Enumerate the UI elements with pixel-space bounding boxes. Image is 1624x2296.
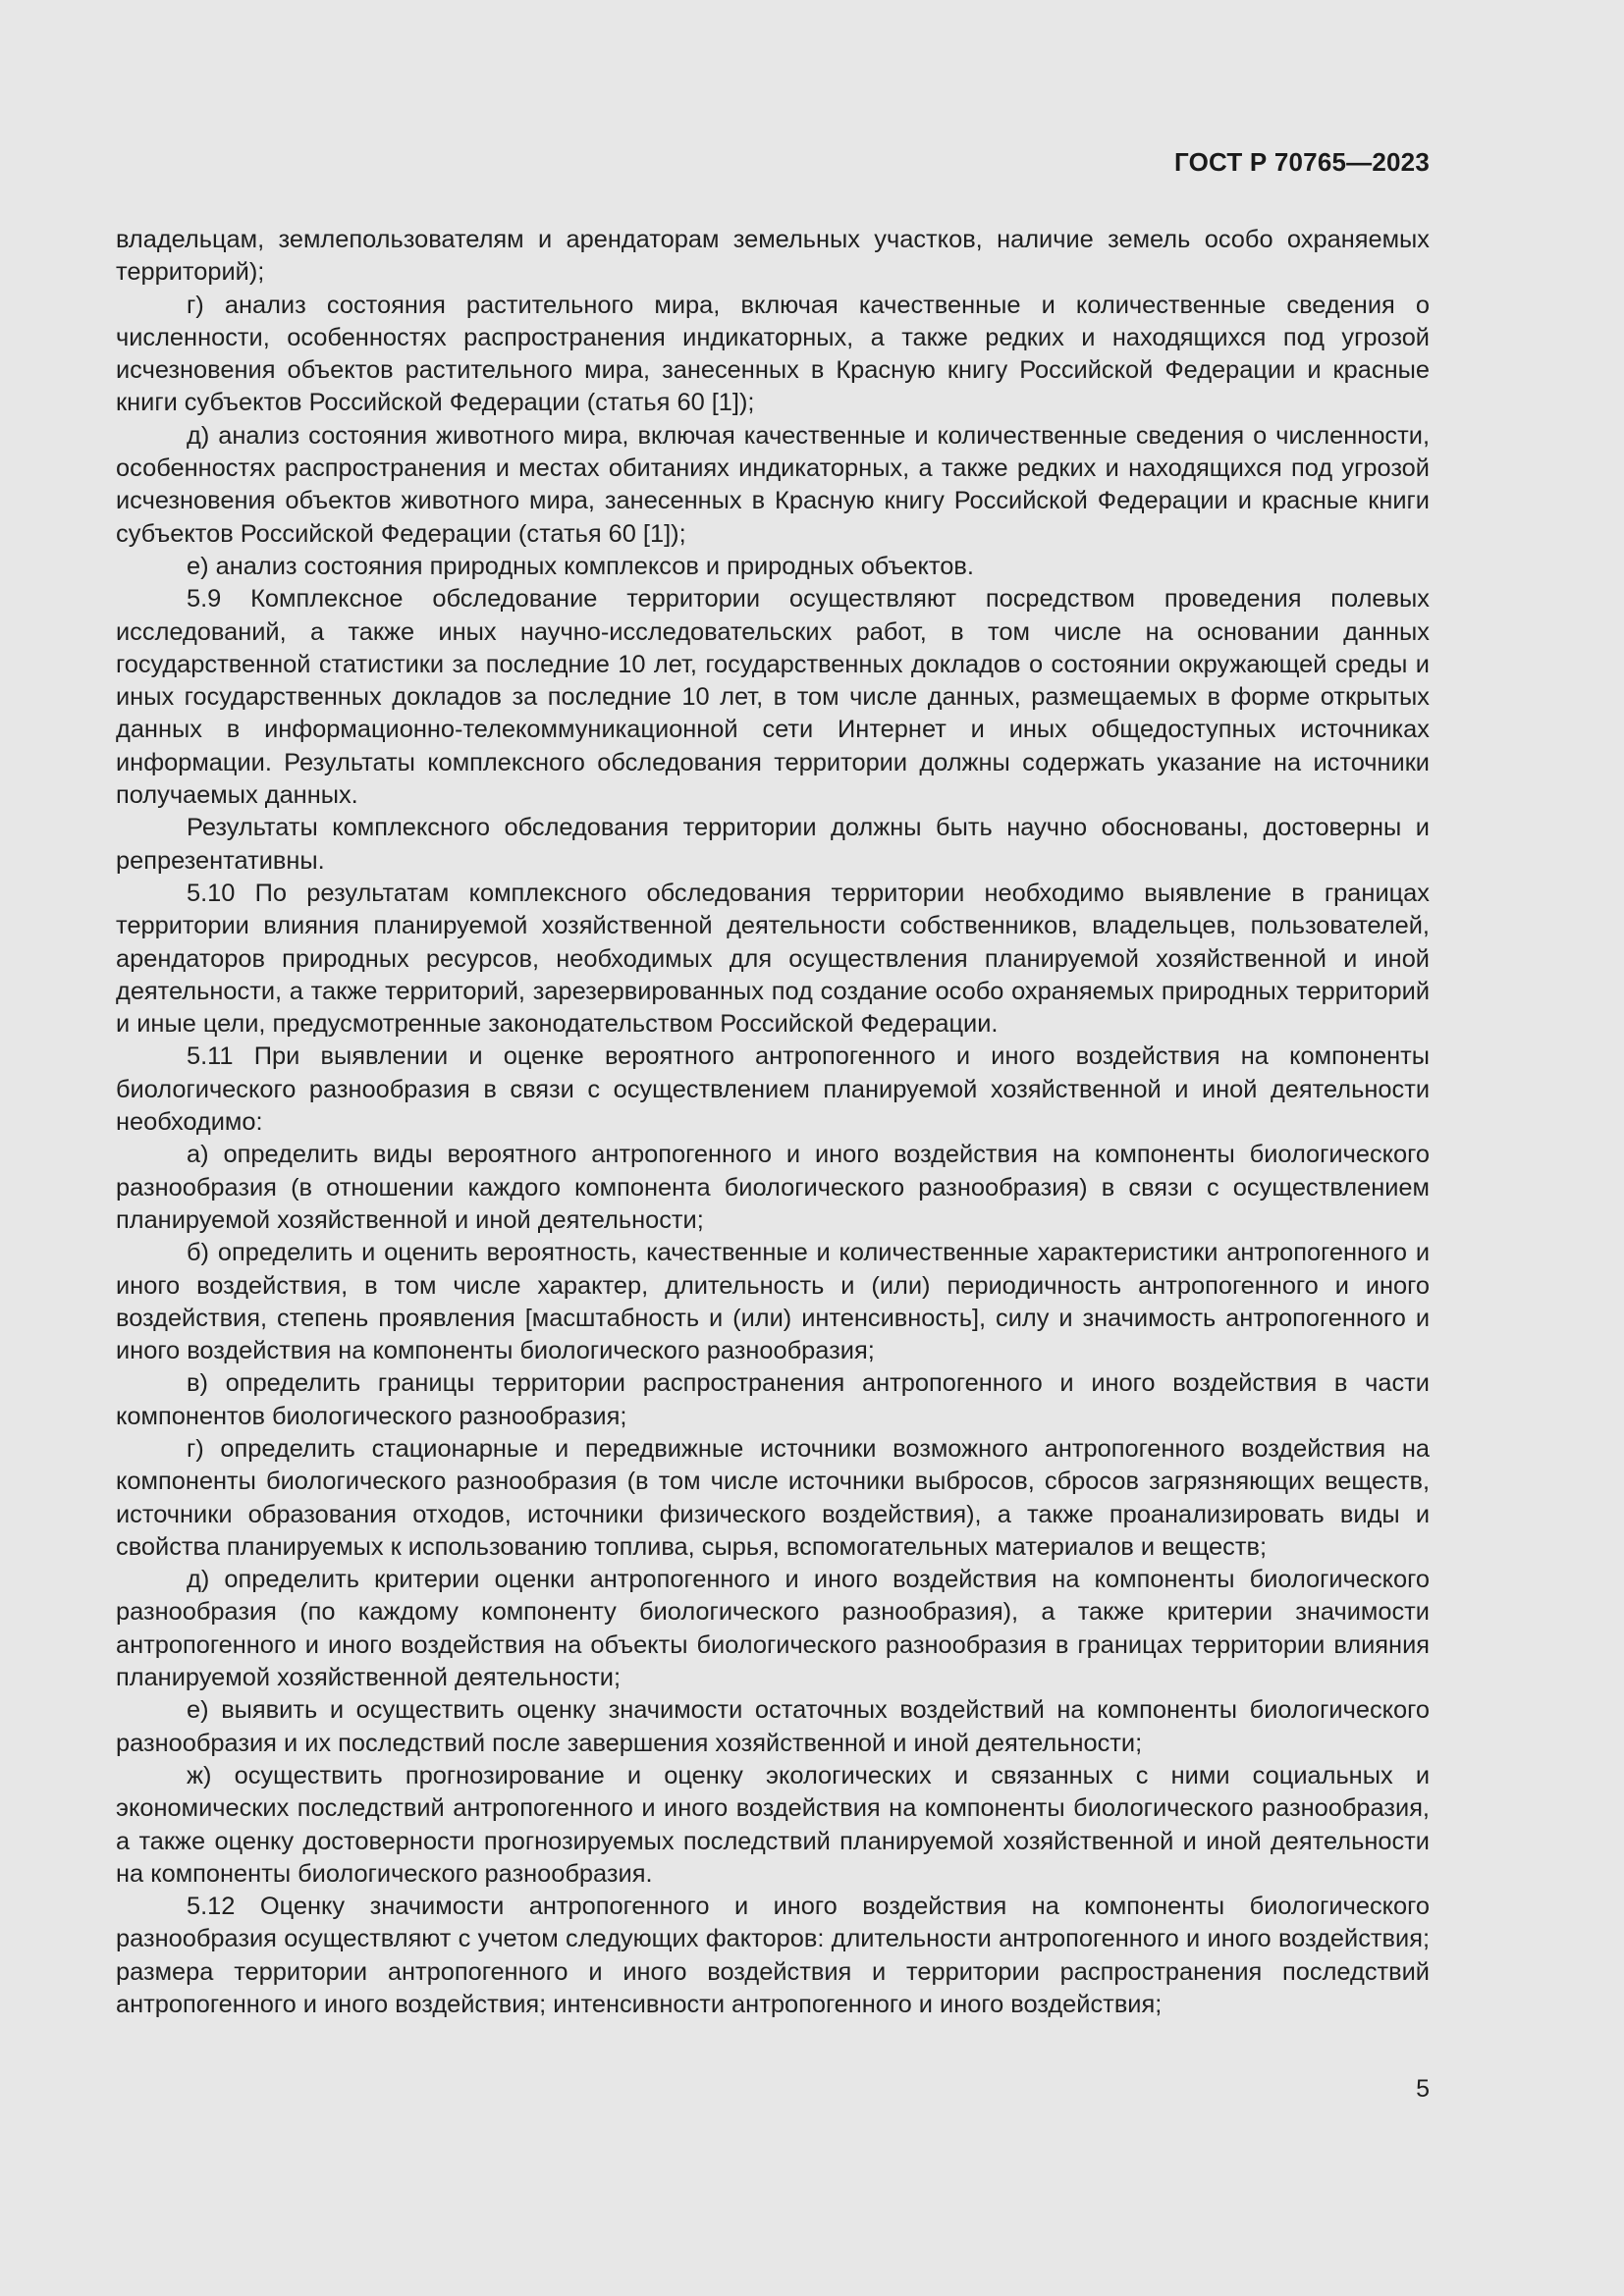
paragraph: а) определить виды вероятного антропогенного и иного воздействия на компоненты биологического разнообразия (в отношении каждого компонента биологического разнообразия) в связи с осуществлением планируемой хозяйственной и иной деятельности; bbox=[116, 1141, 1430, 1234]
paragraph: е) анализ состояния природных комплексов и природных объектов. bbox=[187, 552, 974, 580]
paragraph: е) выявить и осуществить оценку значимости остаточных воздействий на компоненты биологического разнообразия и их последствий после завершения хозяйственной и иной деятельности; bbox=[116, 1696, 1430, 1757]
paragraph: д) анализ состояния животного мира, включая качественные и количественные сведения о численности, особенностях распространения и местах обитаниях индикаторных, а также редких и находящихся под угрозой исчезновения объектов животного мира, занесенных в Красную книгу Российской Федерации и красные книги субъектов Российской Федерации (статья 60 [1]); bbox=[116, 421, 1430, 548]
document-header-id: ГОСТ Р 70765—2023 bbox=[1174, 147, 1430, 177]
paragraph: 5.9 Комплексное обследование территории осуществляют посредством проведения полевых исследований, а также иных научно-исследовательских работ, в том числе на основании данных государственной статистики за последние 10 лет, государственных докладов о состоянии окружающей среды и иных государственных докладов за последние 10 лет, в том числе данных, размещаемых в форме открытых данных в информационно-телекоммуникационной сети Интернет и иных общедоступных источниках информации. Результаты комплексного обследования территории должны содержать указание на источники получаемых данных. bbox=[116, 585, 1430, 810]
paragraph: Результаты комплексного обследования территории должны быть научно обоснованы, достоверны и репрезентативны. bbox=[116, 814, 1430, 875]
paragraph: г) анализ состояния растительного мира, включая качественные и количественные сведения о численности, особенностях распространения индикаторных, а также редких и находящихся под угрозой исчезновения объектов растительного мира, занесенных в Красную книгу Российской Федерации и красные книги субъектов Российской Федерации (статья 60 [1]); bbox=[116, 291, 1430, 417]
paragraph: 5.11 При выявлении и оценке вероятного антропогенного и иного воздействия на компоненты биологического разнообразия в связи с осуществлением планируемой хозяйственной и иной деятельности необходимо: bbox=[116, 1042, 1430, 1137]
paragraph: владельцам, землепользователям и арендаторам земельных участков, наличие земель особо охраняемых территорий); bbox=[116, 226, 1430, 287]
paragraph: ж) осуществить прогнозирование и оценку экологических и связанных с ними социальных и экономических последствий антропогенного и иного воздействия на компоненты биологического разнообразия, а также оценку достоверности прогнозируемых последствий планируемой хозяйственной и иной деятельности на компоненты биологического разнообразия. bbox=[116, 1761, 1430, 1888]
paragraph: г) определить стационарные и передвижные источники возможного антропогенного воздействия на компоненты биологического разнообразия (в том числе источники выбросов, сбросов загрязняющих веществ, источники образования отходов, источники физического воздействия), а также проанализировать виды и свойства планируемых к использованию топлива, сырья, вспомогательных материалов и веществ; bbox=[116, 1434, 1430, 1561]
document-body bbox=[116, 224, 1430, 2021]
page-number: 5 bbox=[1416, 2075, 1430, 2103]
paragraph: д) определить критерии оценки антропогенного и иного воздействия на компоненты биологического разнообразия (по каждому компоненту биологического разнообразия), а также критерии значимости антропогенного и иного воздействия на объекты биологического разнообразия в границах территории влияния планируемой хозяйственной деятельности; bbox=[116, 1566, 1430, 1692]
paragraph: б) определить и оценить вероятность, качественные и количественные характеристики антропогенного и иного воздействия, в том числе характер, длительность и (или) периодичность антропогенного и иного воздействия, степень проявления [масштабность и (или) интенсивность], силу и значимость антропогенного и иного воздействия на компоненты биологического разнообразия; bbox=[116, 1239, 1430, 1365]
paragraph: 5.10 По результатам комплексного обследования территории необходимо выявление в границах территории влияния планируемой хозяйственной деятельности собственников, владельцев, пользователей, арендаторов природных ресурсов, необходимых для осуществления планируемой хозяйственной и иной деятельности, а также территорий, зарезервированных под создание особо охраняемых природных территорий и иные цели, предусмотренные законодательством Российской Федерации. bbox=[116, 879, 1430, 1039]
paragraph: 5.12 Оценку значимости антропогенного и иного воздействия на компоненты биологического разнообразия осуществляют с учетом следующих факторов: длительности антропогенного и иного воздействия; размера территории антропогенного и иного воздействия и территории распространения последствий антропогенного и иного воздействия; интенсивности антропогенного и иного воздействия; bbox=[116, 1893, 1430, 2019]
paragraph: в) определить границы территории распространения антропогенного и иного воздействия в части компонентов биологического разнообразия; bbox=[116, 1369, 1430, 1430]
